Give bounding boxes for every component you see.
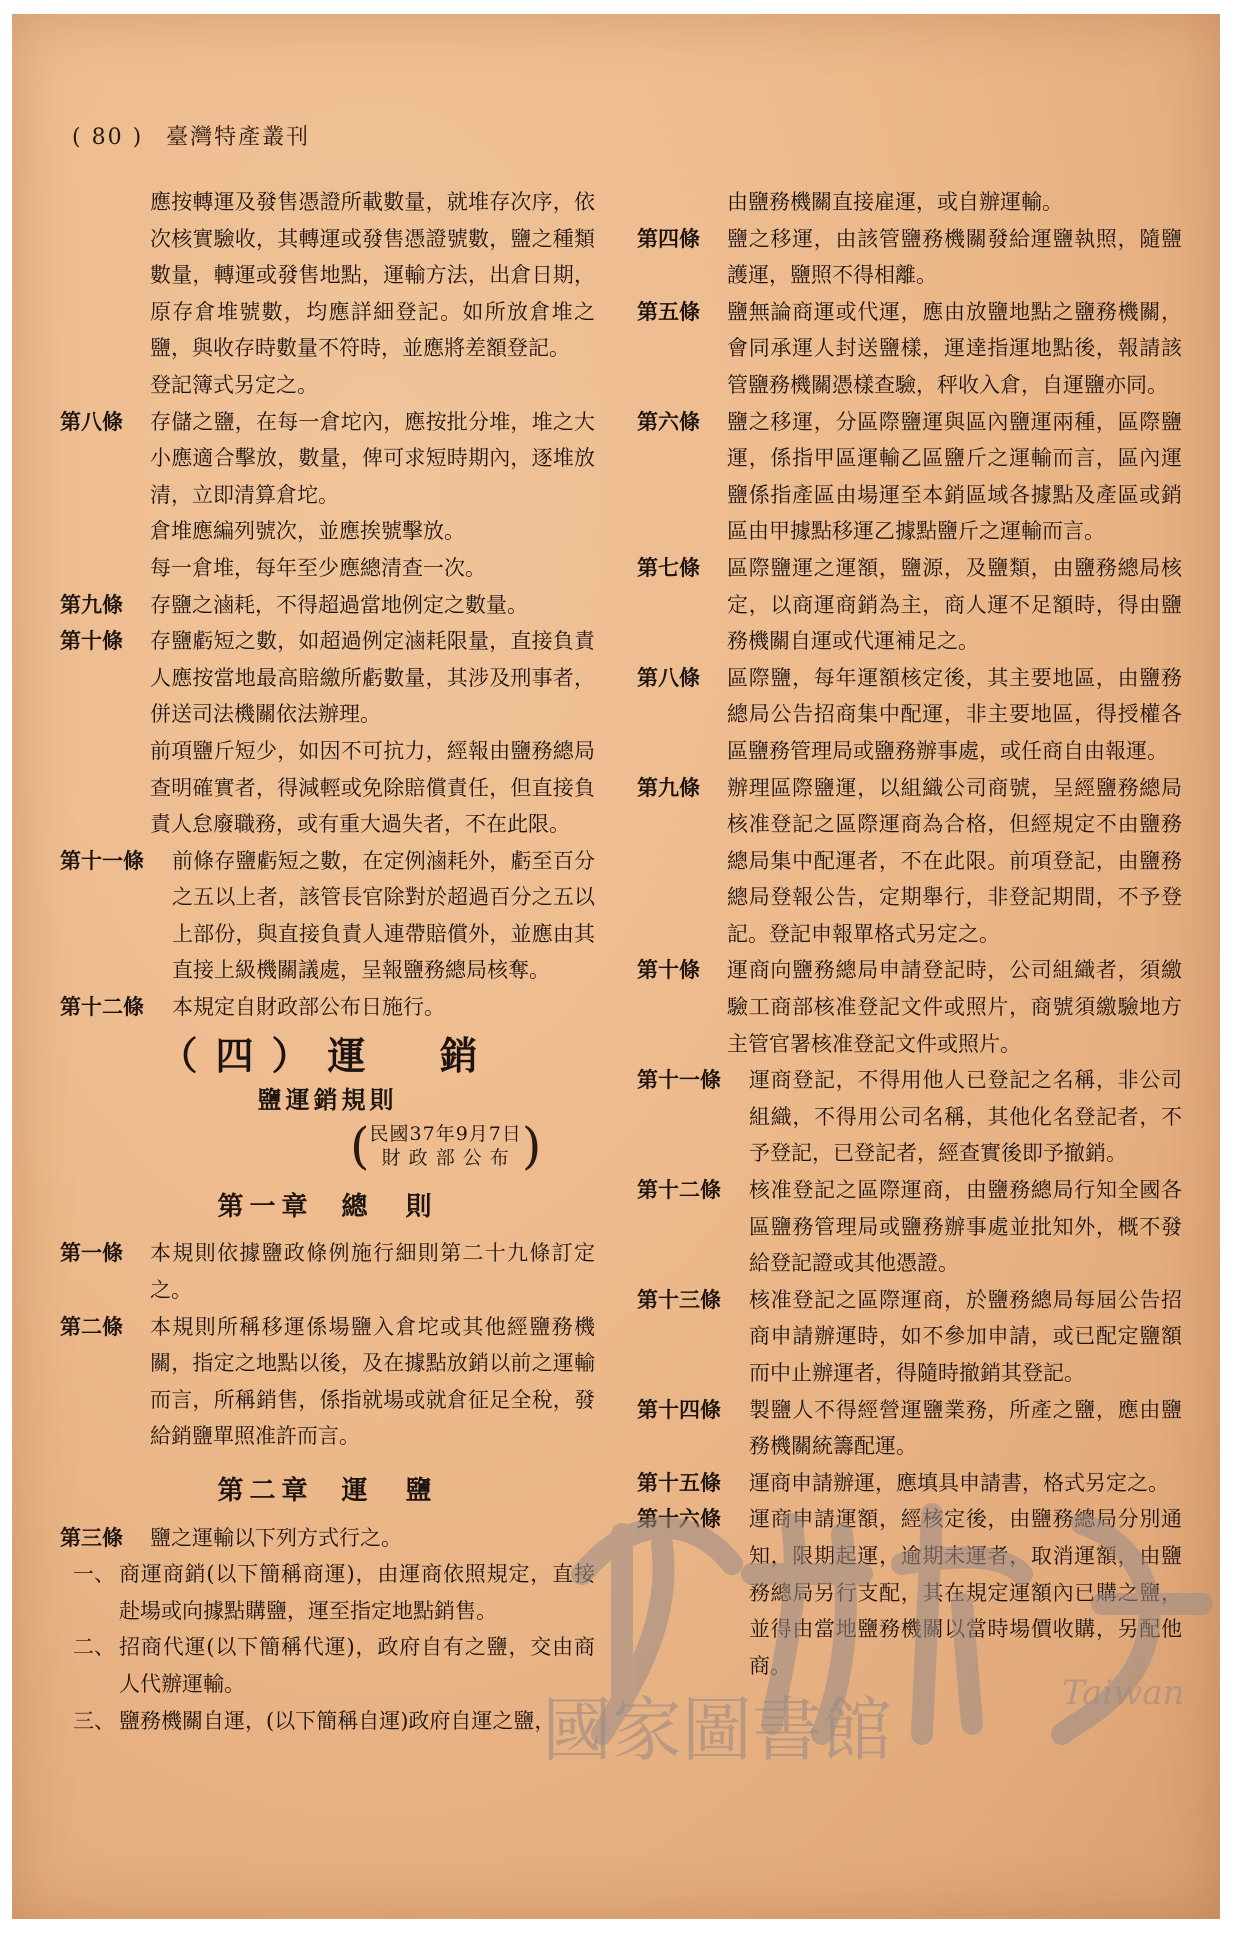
article-label: 第十一條 [637, 1068, 721, 1093]
section-title: （四）運 銷 [159, 1032, 496, 1078]
article-label: 第十二條 [60, 995, 144, 1020]
article-label: 第十三條 [637, 1287, 721, 1312]
continued-paragraph: 登記簿式另定之。 [150, 372, 318, 397]
article [60, 587, 595, 624]
page-number: ( 80 ) [72, 125, 144, 150]
chapter-name: 運 鹽 [341, 1476, 438, 1506]
list-item [60, 1556, 595, 1629]
list-item [60, 1629, 595, 1702]
scanned-page [12, 14, 1220, 1919]
article-paragraph: 前項鹽斤短少，如因不可抗力，經報由鹽務總局查明確實者，得減輕或免除賠償責任，但直接負責人怠廢職務，或有重大過失者，不在此限。 [150, 738, 595, 837]
chapter-heading [60, 1189, 595, 1226]
article-text: 運商申請辦運，應填具申請書，格式另定之。 [749, 1470, 1169, 1495]
article [637, 660, 1182, 770]
left-column [60, 184, 595, 1739]
continued-paragraph: 應按轉運及發售憑證所載數量，就堆存次序，依次核實驗收，其轉運或發售憑證號數，鹽之種類數量，轉運或發售地點，運輸方法，出倉日期，原存倉堆號數，均應詳細登記。如所放倉堆之鹽，與收存時數量不符時，並應將差額登記。 [150, 190, 595, 361]
article-label: 第五條 [637, 299, 700, 324]
article [637, 1465, 1182, 1502]
article-text: 辦理區際鹽運，以組織公司商號，呈經鹽務總局核准登記之區際運商為合格，但經規定不由鹽務總局集中配運者，不在此限。前項登記，由鹽務總局登報公告，定期舉行，非登記期間，不予登記。登記申報單格式另定之。 [727, 775, 1182, 946]
rule-title: 鹽運銷規則 [257, 1086, 398, 1115]
article-text: 前條存鹽虧短之數，在定例滷耗外，虧至百分之五以上者，該管長官除對於超過百分之五以上部份，與直接負責人連帶賠償外，並應由其直接上級機關議處，呈報鹽務總局核奪。 [172, 848, 595, 983]
article-text: 存鹽虧短之數，如超過例定滷耗限量，直接負責人應按當地最高賠繳所虧數量，其涉及刑事者，併送司法機關依法辦理。 [150, 629, 595, 727]
article-text: 核准登記之區際運商，於鹽務總局每屆公告招商申請辦運時，如不參加申請，或已配定鹽額而中止辦運者，得隨時撤銷其登記。 [749, 1287, 1182, 1385]
article-paragraph: 每一倉堆，每年至少應總清查一次。 [150, 555, 486, 580]
article [637, 952, 1182, 1062]
article-paragraph: 倉堆應編列號次，並應挨號擊放。 [150, 519, 465, 544]
list-item-number: 二、 [73, 1635, 115, 1660]
article-text: 運商登記，不得用他人已登記之名稱，非公司組織，不得用公司名稱，其他化名登記者，不予登記，已登記者，經查實後即予撤銷。 [749, 1068, 1182, 1166]
article-text: 製鹽人不得經營運鹽業務，所產之鹽，應由鹽務機關統籌配運。 [749, 1397, 1182, 1459]
article-label: 第十六條 [637, 1507, 721, 1532]
list-item-text: 招商代運(以下簡稱代運)，政府自有之鹽，交由商人代辦運輸。 [119, 1635, 595, 1696]
article [637, 550, 1182, 660]
article-text: 鹽之運輸以下列方式行之。 [150, 1525, 402, 1550]
article-label: 第十一條 [60, 848, 144, 873]
series-title: 臺灣特產叢刊 [166, 125, 311, 150]
article [637, 1392, 1182, 1465]
article [637, 404, 1182, 550]
right-column [637, 184, 1182, 1684]
list-item-text: 商運商銷(以下簡稱商運)，由運商依照規定，直接赴場或向據點購鹽，運至指定地點銷售。 [119, 1562, 595, 1623]
watermark-text-en: Taiwan [1062, 1673, 1185, 1713]
article-text: 本規則所稱移運係場鹽入倉坨或其他經鹽務機關，指定之地點以後，及在據點放銷以前之運輸而言，所稱銷售，係指就場或就倉征足全稅，發給銷鹽單照准許而言。 [150, 1314, 595, 1449]
article-label: 第八條 [637, 665, 700, 690]
article [637, 1062, 1182, 1172]
list-item [60, 1703, 595, 1740]
article-text: 區際鹽運之運額，鹽源，及鹽類，由鹽務總局核定，以商運商銷為主，商人運不足額時，得由鹽務機關自運或代運補足之。 [727, 555, 1182, 654]
article [60, 1235, 595, 1308]
article [637, 221, 1182, 294]
article-label: 第十條 [637, 958, 700, 983]
continued-paragraph: 由鹽務機關直接雇運，或自辦運輸。 [727, 190, 1063, 214]
list-item-text: 鹽務機關自運，(以下簡稱自運)政府自運之鹽， [119, 1708, 556, 1733]
article-label: 第十四條 [637, 1397, 721, 1422]
article-label: 第二條 [60, 1314, 123, 1339]
promulgation-date: ( 民國37年9月7日 財 政 部 公 布 ) [350, 1116, 542, 1175]
article-text: 核准登記之區際運商，由鹽務總局行知全國各區鹽務管理局或鹽務辦事處並批知外，概不發給登記證或其他憑證。 [749, 1178, 1182, 1276]
article-text: 本規定自財政部公布日施行。 [172, 995, 445, 1020]
list-item-number: 一、 [73, 1562, 115, 1587]
article-label: 第十條 [60, 629, 123, 654]
article [637, 294, 1182, 404]
article [637, 1501, 1182, 1684]
article-label: 第四條 [637, 226, 700, 251]
article-label: 第六條 [637, 409, 700, 434]
article-text: 運商向鹽務總局申請登記時，公司組織者，須繳驗工商部核准登記文件或照片，商號須繳驗地方主管官署核准登記文件或照片。 [727, 958, 1182, 1056]
article-label: 第九條 [637, 775, 700, 800]
article-text: 運商申請運額，經核定後，由鹽務總局分別通知，限期起運，逾期未運者，取消運額，由鹽務總局另行支配，其在規定運額內已購之鹽，並得由當地鹽務機關以當時場價收購，另配他商。 [749, 1507, 1182, 1678]
date-line: 民國37年9月7日 [369, 1122, 522, 1145]
article-text: 鹽之移運，分區際鹽運與區內鹽運兩種，區際鹽運，係指甲區運輸乙區鹽斤之運輸而言，區內運鹽係指產區由場運至本銷區域各據點及產區或銷區由甲據點移運乙據點鹽斤之運輸而言。 [727, 409, 1182, 544]
article [637, 770, 1182, 953]
article-text: 存儲之鹽，在每一倉坨內，應按批分堆，堆之大小應適合擊放，數量，俾可求短時期內，逐堆放清，立即清算倉坨。 [150, 409, 595, 507]
article [60, 1520, 595, 1557]
article [60, 989, 595, 1026]
article [60, 1309, 595, 1455]
article [637, 1282, 1182, 1392]
chapter-name: 總 則 [341, 1191, 438, 1222]
chapter-number: 第二章 [217, 1476, 314, 1506]
article-text: 鹽之移運，由該管鹽務機關發給運鹽執照，隨鹽護運，鹽照不得相離。 [727, 226, 1182, 288]
article [637, 1172, 1182, 1282]
page-header [72, 120, 310, 151]
article-label: 第十二條 [637, 1178, 721, 1203]
article-label: 第七條 [637, 555, 700, 580]
article-text: 存鹽之滷耗，不得超過當地例定之數量。 [150, 592, 528, 617]
article-label: 第一條 [60, 1241, 123, 1266]
watermark-text: 國家圖書館 [542, 1689, 892, 1771]
article [60, 404, 595, 514]
article-label: 第三條 [60, 1525, 123, 1550]
article-text: 鹽無論商運或代運，應由放鹽地點之鹽務機關，會同承運人封送鹽樣，運達指運地點後，報請該管鹽務機關憑樣查驗，秤收入倉，自運鹽亦同。 [727, 299, 1182, 397]
article-text: 區際鹽，每年運額核定後，其主要地區，由鹽務總局公告招商集中配運，非主要地區，得授權各區鹽務管理局或鹽務辦事處，或任商自由報運。 [727, 665, 1182, 763]
chapter-heading [60, 1473, 595, 1510]
issuer-line: 財 政 部 公 布 [381, 1146, 510, 1169]
article-label: 第十五條 [637, 1470, 721, 1495]
article-label: 第八條 [60, 409, 123, 434]
article [60, 843, 595, 989]
chapter-number: 第一章 [217, 1191, 314, 1222]
article-label: 第九條 [60, 592, 123, 617]
article-text: 本規則依據鹽政條例施行細則第二十九條訂定之。 [150, 1241, 595, 1303]
article [60, 623, 595, 733]
list-item-number: 三、 [73, 1708, 115, 1733]
